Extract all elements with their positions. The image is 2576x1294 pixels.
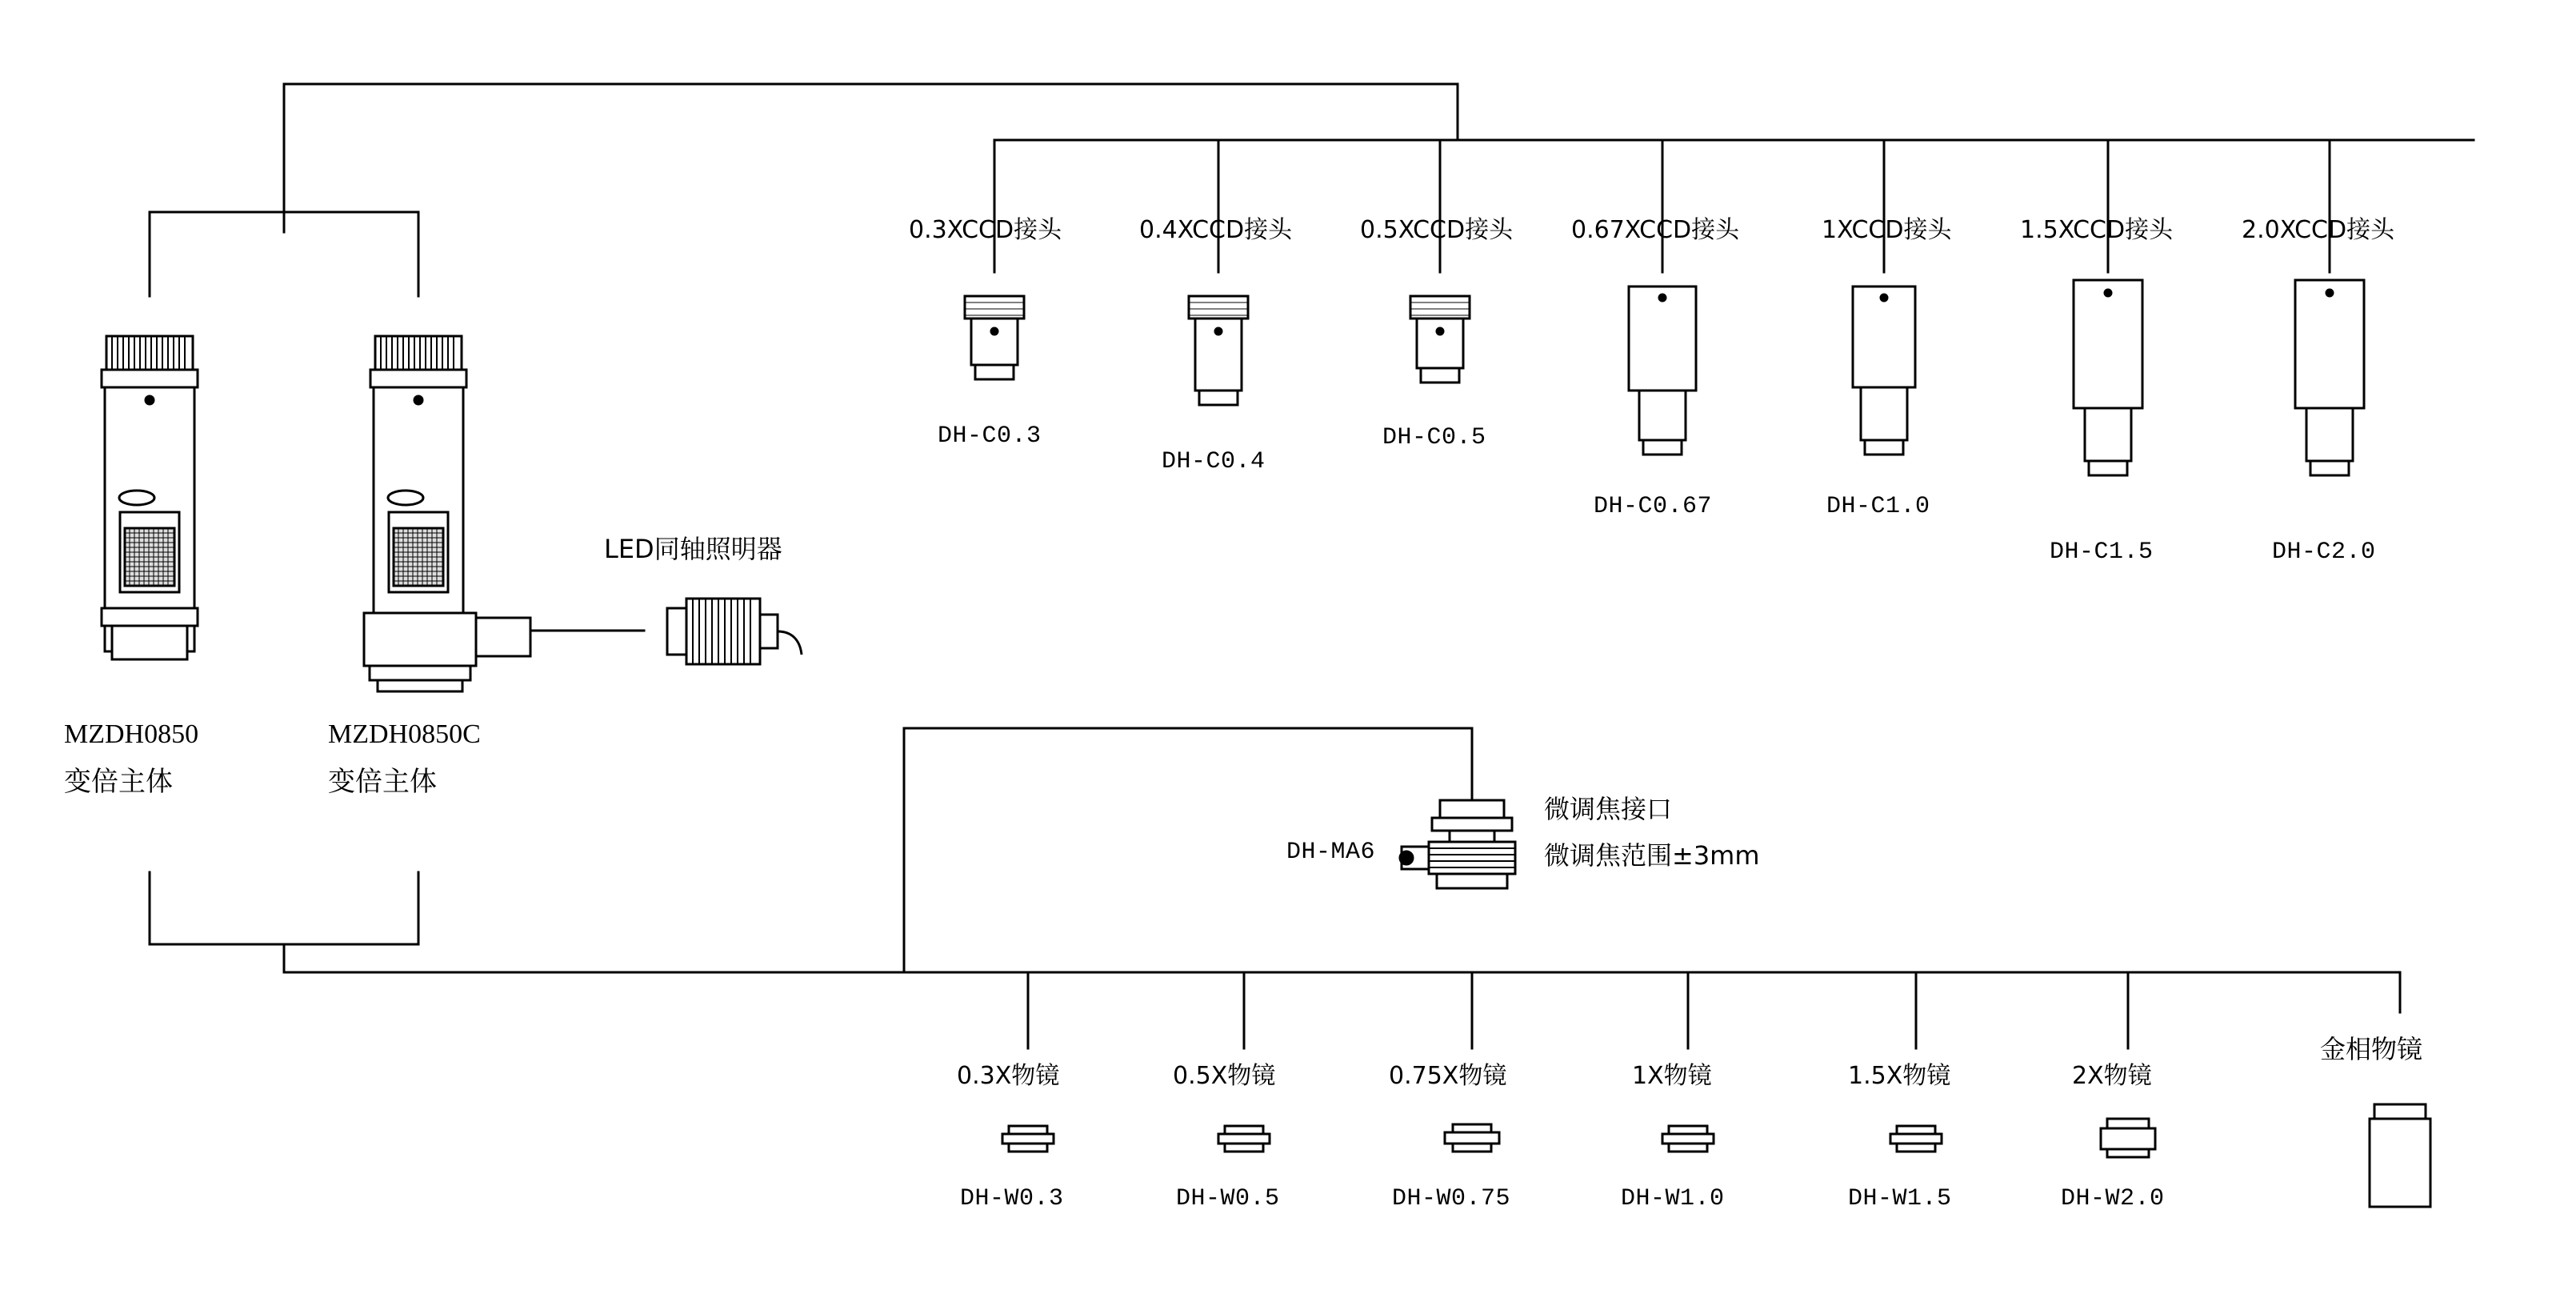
body-name-0: MZDH0850 [64, 719, 199, 749]
ccd-code-3: DH-C0.67 [1594, 493, 1713, 520]
objective-label-0: 0.3X物镜 [957, 1062, 1060, 1090]
ccd-code-1: DH-C0.4 [1162, 448, 1266, 475]
objective-label-2: 0.75X物镜 [1389, 1062, 1507, 1090]
metallographic-objective-label: 金相物镜 [2320, 1034, 2423, 1064]
ccd-label-3: 0.67XCCD接头 [1571, 216, 1740, 244]
objective-code-1: DH-W0.5 [1176, 1185, 1280, 1212]
ccd-label-4: 1XCCD接头 [1822, 216, 1952, 244]
objective-code-5: DH-W2.0 [2061, 1185, 2165, 1212]
objective-label-4: 1.5X物镜 [1848, 1062, 1951, 1090]
led-illuminator-label: LED同轴照明器 [604, 534, 782, 564]
ccd-label-0: 0.3XCCD接头 [909, 216, 1062, 244]
ccd-code-4: DH-C1.0 [1826, 493, 1930, 520]
ccd-label-6: 2.0XCCD接头 [2242, 216, 2395, 244]
objective-code-4: DH-W1.5 [1848, 1185, 1952, 1212]
ccd-code-0: DH-C0.3 [938, 423, 1042, 450]
focus-module-line1: 微调焦接口 [1544, 794, 1673, 824]
focus-module-line2: 微调焦范围±3mm [1544, 840, 1760, 871]
ccd-code-2: DH-C0.5 [1382, 424, 1486, 451]
objective-code-0: DH-W0.3 [960, 1185, 1064, 1212]
ccd-code-6: DH-C2.0 [2272, 539, 2376, 566]
objective-code-2: DH-W0.75 [1392, 1185, 1511, 1212]
objective-label-3: 1X物镜 [1632, 1062, 1712, 1090]
ccd-label-1: 0.4XCCD接头 [1139, 216, 1293, 244]
body-sub-0: 变倍主体 [64, 766, 173, 798]
body-name-1: MZDH0850C [328, 719, 481, 749]
ccd-label-2: 0.5XCCD接头 [1360, 216, 1514, 244]
ccd-code-5: DH-C1.5 [2050, 539, 2154, 566]
body-sub-1: 变倍主体 [328, 766, 437, 798]
objective-code-3: DH-W1.0 [1621, 1185, 1725, 1212]
focus-module-code: DH-MA6 [1286, 839, 1376, 866]
objective-label-1: 0.5X物镜 [1173, 1062, 1276, 1090]
ccd-label-5: 1.5XCCD接头 [2020, 216, 2174, 244]
objective-label-5: 2X物镜 [2072, 1062, 2152, 1090]
